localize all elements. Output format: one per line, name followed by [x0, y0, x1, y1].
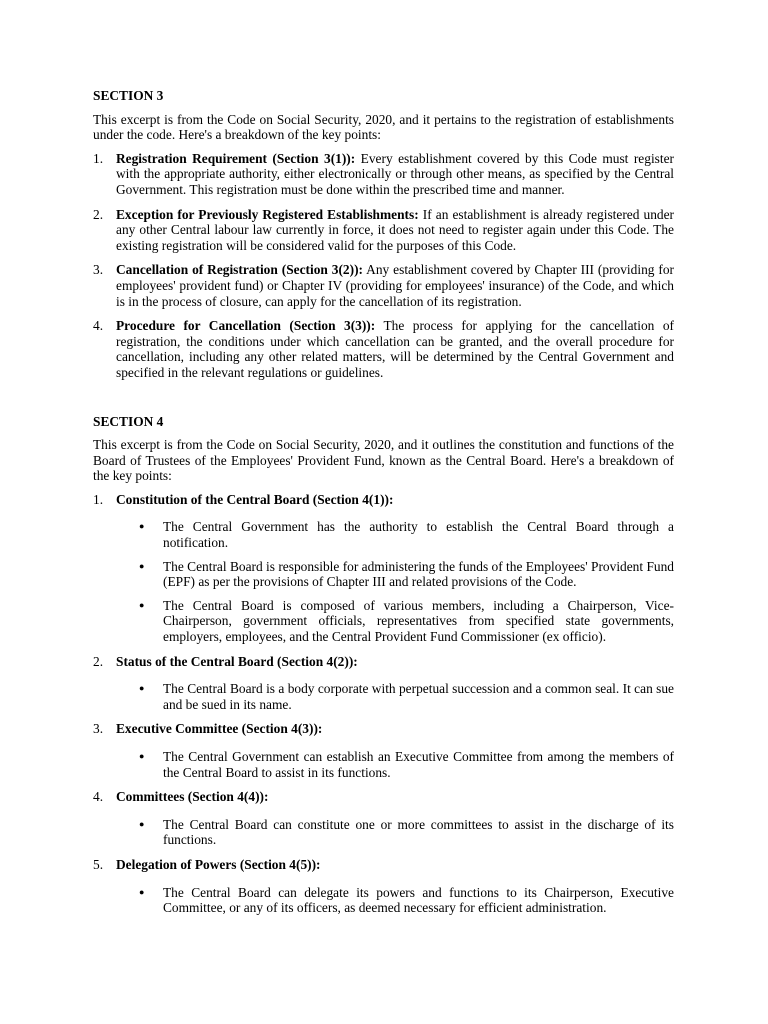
- section-4-item: [93, 654, 674, 713]
- item-lead: Executive Committee (Section 4(3)):: [116, 721, 323, 737]
- item-number: 3.: [93, 721, 104, 737]
- bullet-icon: ●: [139, 818, 145, 829]
- item-number: 4.: [93, 789, 104, 805]
- item-text: Any establishment covered by Chapter III (providing for employees' provident fund) or Chapter IV (providing for employees' insurance) of the Code, and which is in the process of closure, can apply for the cancellation of its registration.: [116, 262, 674, 309]
- bullet-item: [116, 817, 674, 848]
- bullet-text: The Central Government has the authority to establish the Central Board through a notification.: [163, 519, 674, 551]
- bullet-icon: ●: [139, 560, 145, 571]
- section-4-item: [93, 789, 674, 848]
- item-number: 4.: [93, 318, 104, 334]
- section-4-heading: SECTION 4: [93, 413, 164, 429]
- item-lead: Committees (Section 4(4)):: [116, 789, 269, 805]
- bullet-list: [116, 885, 674, 916]
- item-number: 1.: [93, 150, 104, 166]
- item-lead: Status of the Central Board (Section 4(2)):: [116, 653, 358, 669]
- section-4-list: [93, 492, 674, 916]
- item-lead: Cancellation of Registration (Section 3(2)):: [116, 262, 363, 278]
- section-spacer: [93, 390, 674, 414]
- section-3-heading: SECTION 3: [93, 88, 164, 103]
- bullet-icon: ●: [139, 683, 145, 694]
- bullet-icon: ●: [139, 751, 145, 761]
- bullet-item: [116, 519, 674, 550]
- item-text: The process for applying for the cancellation of registration, the conditions under which cancellation can be granted, and the overall procedure for cancellation, including any other related matters, will be determined by the Central Government and specified in the relevant regulations or guidelines.: [116, 318, 674, 380]
- bullet-list: [116, 519, 674, 644]
- item-lead: Registration Requirement (Section 3(1)):: [116, 150, 356, 166]
- item-number: 5.: [93, 856, 104, 872]
- section-3-intro: This excerpt is from the Code on Social Security, 2020, and it pertains to the registration of establishments under the code. Here's a breakdown of the key points:: [93, 111, 674, 143]
- bullet-text: The Central Board is composed of various members, including a Chairperson, Vice-Chairperson, government officials, representatives from specified state governments, employers, employees, and the Central Provident Fund Commissioner (ex officio).: [163, 597, 674, 645]
- section-3-item: [93, 262, 674, 309]
- item-lead: Delegation of Powers (Section 4(5)):: [116, 856, 321, 872]
- bullet-icon: ●: [139, 886, 145, 897]
- bullet-list: [116, 681, 674, 712]
- bullet-list: [116, 817, 674, 848]
- bullet-text: The Central Board is a body corporate with perpetual succession and a common seal. It can sue and be sued in its name.: [163, 681, 674, 712]
- bullet-item: [116, 681, 674, 712]
- section-4-item: [93, 857, 674, 916]
- section-3-list: [93, 151, 674, 381]
- section-4-intro: This excerpt is from the Code on Social Security, 2020, and it outlines the constitution and functions of the Board of Trustees of the Employees' Provident Fund, known as the Central Board. Here's a breakdown of the key points:: [93, 437, 674, 484]
- item-number: 3.: [93, 262, 104, 278]
- bullet-item: [116, 749, 674, 780]
- bullet-item: [116, 559, 674, 590]
- bullet-item: [116, 598, 674, 645]
- item-number: 1.: [93, 491, 104, 507]
- item-text: Every establishment covered by this Code must register with the appropriate authority, either electronically or through other means, as specified by the Central Government. This registration must be done within the prescribed time and manner.: [116, 150, 674, 197]
- item-lead: Exception for Previously Registered Establishments:: [116, 206, 419, 222]
- item-lead: Procedure for Cancellation (Section 3(3)):: [116, 318, 376, 334]
- section-4-item: [93, 492, 674, 645]
- bullet-icon: ●: [139, 521, 145, 532]
- item-number: 2.: [93, 653, 104, 669]
- section-4-item: [93, 721, 674, 780]
- section-3-item: [93, 318, 674, 380]
- section-3-item: [93, 151, 674, 198]
- bullet-item: [116, 885, 674, 916]
- bullet-text: The Central Board can constitute one or more committees to assist in the discharge of its functions.: [163, 816, 674, 848]
- bullet-text: The Central Board is responsible for administering the funds of the Employees' Provident Fund (EPF) as per the provisions of Chapter III and related provisions of the Code.: [163, 558, 674, 590]
- bullet-text: The Central Government can establish an Executive Committee from among the members of the Central Board to assist in its functions.: [163, 749, 674, 780]
- item-number: 2.: [93, 206, 104, 222]
- item-text: If an establishment is already registered under any other Central labour law currently in force, it does not need to register again under this Code. The existing registration will be considered valid for the purposes of this Code.: [116, 206, 674, 253]
- bullet-list: [116, 749, 674, 780]
- bullet-text: The Central Board can delegate its powers and functions to its Chairperson, Executive Committee, or any of its officers, as deemed necessary for efficient administration.: [163, 884, 674, 916]
- section-3-item: [93, 207, 674, 254]
- bullet-icon: ●: [139, 599, 145, 610]
- item-lead: Constitution of the Central Board (Section 4(1)):: [116, 491, 394, 507]
